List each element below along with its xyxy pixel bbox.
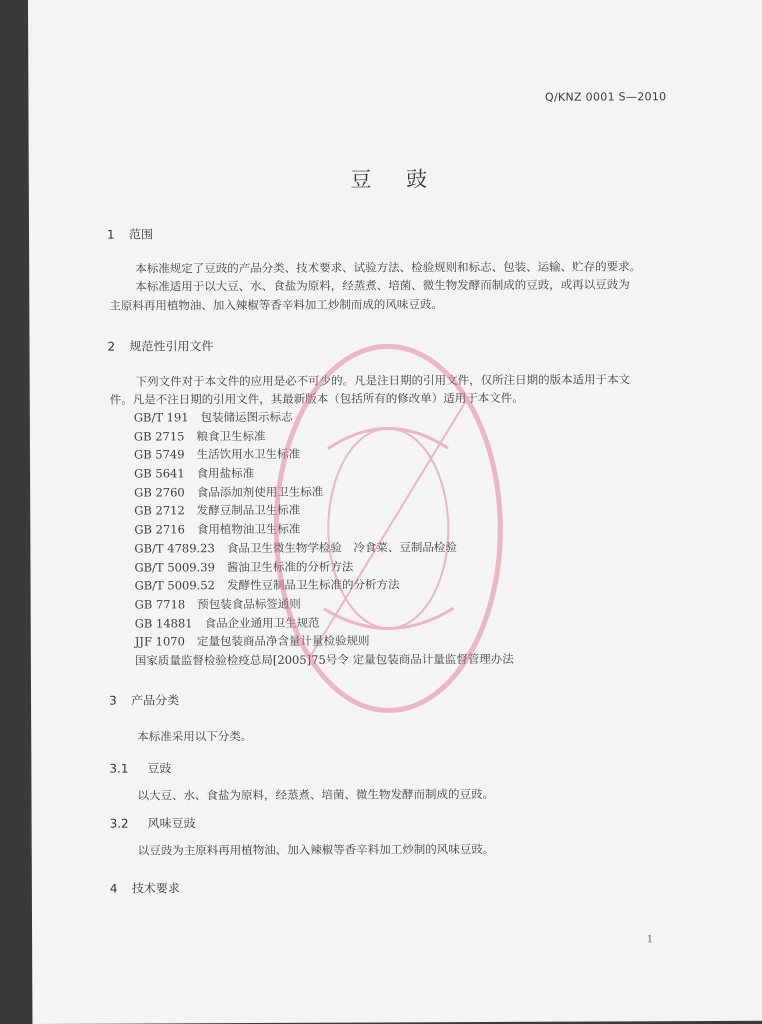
standard-id: Q/KNZ 0001 S—2010: [544, 90, 667, 104]
reference-code: GB/T 191: [133, 410, 189, 425]
document-page: [28, 0, 762, 1024]
definition-3-2: 以豆豉为主原料再用植物油、加入辣椒等香辛料加工炒制的风味豆豉。: [137, 841, 495, 858]
reference-title: 定量包装商品计量监督管理办法: [352, 651, 514, 667]
section-label: 豆豉: [147, 761, 172, 776]
reference-code: GB 14881: [134, 615, 193, 631]
section-label: 产品分类: [131, 693, 180, 708]
section-number: 2: [107, 339, 116, 354]
reference-code: GB 2760: [134, 485, 185, 500]
reference-code: GB 5749: [133, 447, 185, 462]
refs-intro-line1: 下列文件对于本文件的应用是必不可少的。凡是注日期的引用文件，仅所注日期的版本适用于本文: [135, 372, 631, 389]
scope-paragraph-line1: 本标准规定了豆豉的产品分类、技术要求、试验方法、检验规则和标志、包装、运输、贮存的要求。: [135, 259, 642, 276]
reference-item: [134, 427, 513, 447]
reference-title: 发酵性豆制品卫生标准的分析方法: [226, 577, 400, 593]
section-label: 技术要求: [131, 881, 180, 896]
section-number: 4: [109, 881, 118, 896]
reference-code: GB 5641: [134, 466, 185, 481]
section-number: 3: [109, 693, 117, 708]
reference-title: 食品添加剂使用卫生标准: [196, 484, 324, 500]
section-number: 3.1: [109, 761, 129, 776]
section-3-2-heading: [110, 814, 196, 831]
reference-code: GB 2712: [134, 503, 185, 518]
reference-title: 生活饮用水卫生标准: [196, 447, 301, 462]
section-3-heading: [109, 691, 179, 708]
reference-item: [134, 464, 513, 484]
section-number: 1: [106, 227, 115, 242]
section-label: 风味豆豉: [147, 816, 196, 831]
reference-item: [134, 483, 513, 503]
reference-code: GB/T 5009.52: [134, 578, 215, 593]
scope-paragraph-line3: 主原料再用植物油、加入辣椒等香辛料加工炒制而成的风味豆豉。: [109, 297, 443, 313]
reference-title: 定量包装商品净含量计量检验规则: [196, 633, 370, 649]
classification-intro: 本标准采用以下分类。: [137, 729, 253, 744]
reference-title: 粮食卫生标准: [196, 428, 266, 443]
reference-title: 包装储运图示标志: [200, 409, 293, 425]
page-number: 1: [646, 934, 654, 946]
reference-item: [134, 557, 513, 577]
reference-title: 预包装食品标签通则: [197, 596, 301, 612]
reference-item: [134, 445, 513, 465]
reference-code: JJF 1070: [134, 634, 185, 649]
reference-item: [135, 651, 514, 671]
reference-code: GB 2715: [133, 429, 185, 444]
reference-title: 发酵豆制品卫生标准: [196, 503, 301, 518]
definition-3-1: 以大豆、水、食盐为原料，经蒸煮、培菌、微生物发酵而制成的豆豉。: [137, 786, 494, 803]
section-label: 范围: [128, 227, 154, 242]
reference-item: [134, 520, 513, 540]
section-3-1-heading: [109, 759, 171, 776]
reference-item: [134, 408, 513, 428]
reference-title: 酱油卫生标准的分析方法: [226, 559, 354, 574]
section-4-heading: [110, 879, 180, 896]
reference-item: [135, 595, 514, 615]
reference-title: 食用植物油卫生标准: [196, 521, 301, 537]
reference-item: [134, 501, 513, 521]
reference-item: [135, 632, 514, 652]
section-number: 3.2: [109, 816, 129, 831]
document-title: 豆 豉: [350, 167, 442, 192]
section-1-heading: [107, 225, 153, 242]
reference-title: 食品卫生微生物学检验 冷食菜、豆制品检验: [226, 539, 457, 555]
reference-code: GB 2716: [134, 522, 185, 537]
reference-title: 食用盐标准: [196, 466, 255, 481]
reference-item: [135, 613, 514, 633]
reference-code: GB/T 5009.39: [134, 559, 215, 575]
section-label: 规范性引用文件: [129, 339, 214, 354]
reference-code: GB/T 4789.23: [134, 541, 215, 556]
reference-item: [134, 539, 513, 559]
reference-code: 国家质量监督检验检疫总局[2005]75号令: [134, 652, 349, 668]
normative-references-list: [134, 408, 514, 671]
reference-title: 食品企业通用卫生规范: [204, 615, 320, 630]
reference-item: [135, 576, 514, 596]
refs-intro-line2: 件。凡是不注日期的引用文件，其最新版本（包括所有的修改单）适用于本文件。: [109, 390, 524, 407]
reference-code: GB 7718: [134, 597, 186, 612]
section-2-heading: [107, 337, 213, 354]
scope-paragraph-line2: 本标准适用于以大豆、水、食盐为原料，经蒸煮、培菌、微生物发酵而制成的豆豉，或再以豆豉为: [135, 277, 630, 294]
